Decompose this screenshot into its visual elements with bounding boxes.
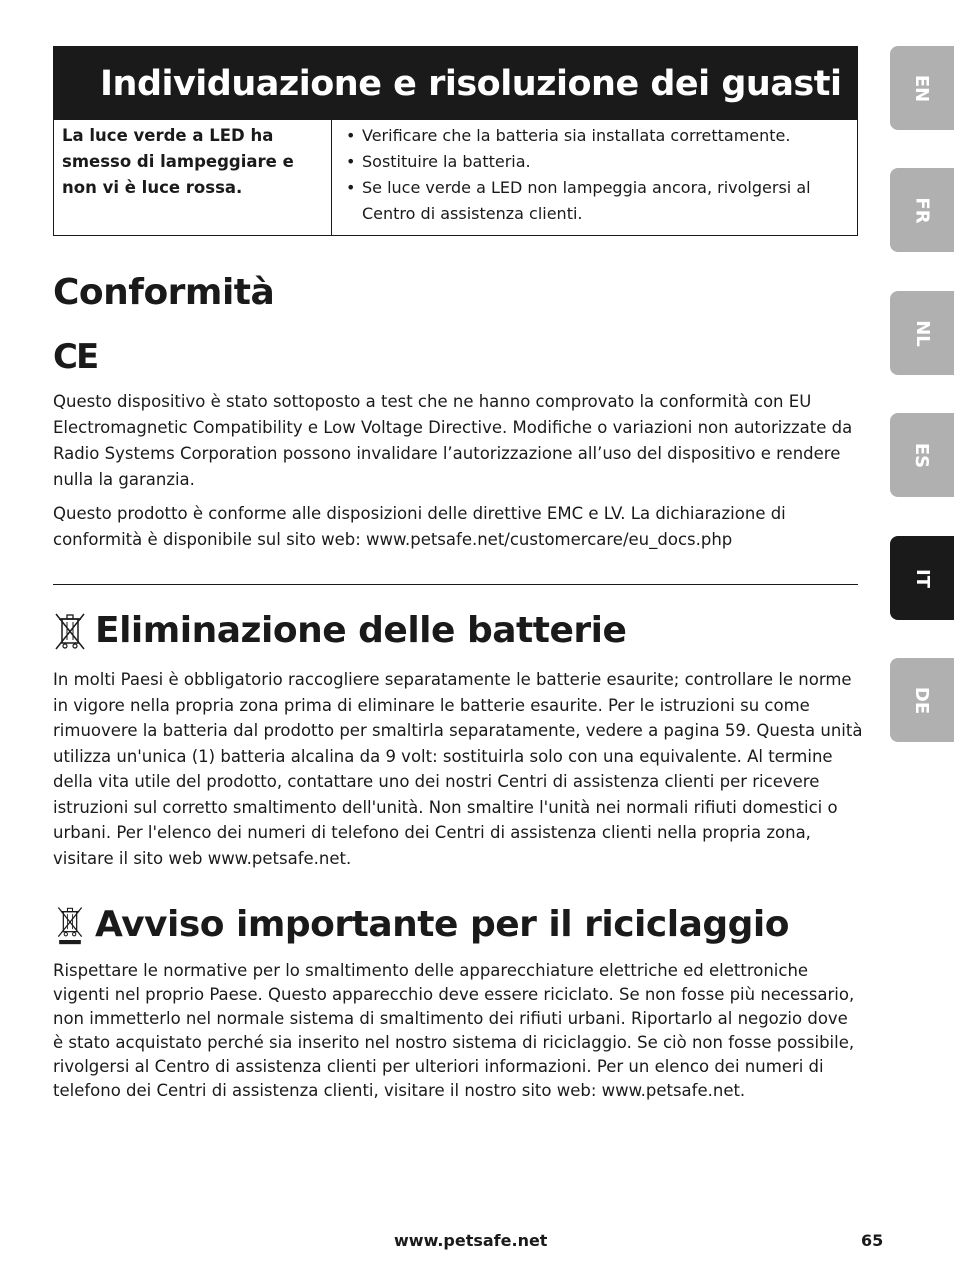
section-divider [53, 584, 858, 585]
troubleshooting-row [54, 120, 857, 236]
recycling-heading [53, 904, 789, 945]
troubleshooting-title: Individuazione e risoluzione dei guasti [54, 47, 857, 120]
battery-disposal-heading [53, 610, 626, 651]
conformity-title: Conformità [53, 272, 275, 313]
recycling-text: Rispettare le normative per lo smaltimento delle apparecchiature elettriche ed elettroniche vigenti nel proprio Paese. Questo apparecchio deve essere riciclato. Se non fosse più necessario, non immetterlo nel normale sistema di smaltimento dei rifiuti urbani. Riportarlo al negozio dove è stato acquistato perché sia inserito nel nostro sistema di riciclaggio. Se ciò non fosse possibile, rivolgersi al Centro di assistenza clienti per ulteriori informazioni. Per un elenco dei numeri di telefono dei Centri di assistenza clienti, visitare il nostro sito web: www.petsafe.net. [53, 961, 855, 1100]
tab-es[interactable] [890, 413, 954, 497]
crossed-bin-icon [53, 611, 87, 651]
tab-en[interactable] [890, 46, 954, 130]
weee-bin-icon [53, 905, 87, 945]
tab-fr[interactable] [890, 168, 954, 252]
tab-it[interactable] [890, 536, 954, 620]
solutions-list [332, 120, 857, 236]
tab-de[interactable] [890, 658, 954, 742]
solution-item: • Verificare che la batteria sia installata correttamente. [346, 123, 847, 149]
tab-label: IT [911, 568, 933, 588]
tab-label: NL [911, 319, 933, 347]
battery-disposal-text: In molti Paesi è obbligatorio raccogliere separatamente le batterie esaurite; controllare le norme in vigore nella propria zona prima di eliminare le batterie esaurite. Per le istruzioni su come rimuovere la batteria dal prodotto per smaltirla separatamente, vedere a pagina 59. Questa unità utilizza un'unica (1) batteria alcalina da 9 volt: sostituirla solo con una equivalente. Al termine della vita utile del prodotto, contattare uno dei nostri Centri di assistenza clienti per ricevere istruzioni sul corretto smaltimento dell'unità. Non smaltire l'unità nei normali rifiuti domestici o urbani. Per l'elenco dei numeri di telefono dei Centri di assistenza clienti nella propria zona, visitare il sito web www.petsafe.net. [53, 670, 863, 868]
tab-label: ES [911, 442, 933, 468]
battery-disposal-title: Eliminazione delle batterie [95, 610, 627, 651]
solution-item: • Sostituire la batteria. [346, 149, 847, 175]
tab-label: EN [911, 74, 933, 102]
footer-url[interactable]: www.petsafe.net [394, 1231, 548, 1250]
ce-mark-icon: CE [53, 337, 98, 377]
problem-cell: La luce verde a LED ha smesso di lampeggiare e non vi è luce rossa. [54, 120, 332, 236]
conformity-paragraph-2: Questo prodotto è conforme alle disposizioni delle direttive EMC e LV. La dichiarazione di conformità è disponibile sul sito web: www.petsafe.net/customercare/eu_docs.php [53, 504, 786, 549]
troubleshooting-table [53, 46, 858, 236]
tab-nl[interactable] [890, 291, 954, 375]
conformity-paragraph-1: Questo dispositivo è stato sottoposto a test che ne hanno comprovato la conformità con EU Electromagnetic Compatibility e Low Voltage Directive. Modifiche o variazioni non autorizzate da Radio Systems Corporation possono invalidare l’autorizzazione all’uso del dispositivo e rendere nulla la garanzia. [53, 392, 853, 489]
tab-label: FR [911, 196, 933, 224]
recycling-title: Avviso importante per il riciclaggio [95, 904, 789, 945]
solution-item: • Se luce verde a LED non lampeggia ancora, rivolgersi al Centro di assistenza clienti. [346, 175, 847, 227]
page-number: 65 [861, 1231, 884, 1250]
tab-label: DE [911, 686, 933, 714]
